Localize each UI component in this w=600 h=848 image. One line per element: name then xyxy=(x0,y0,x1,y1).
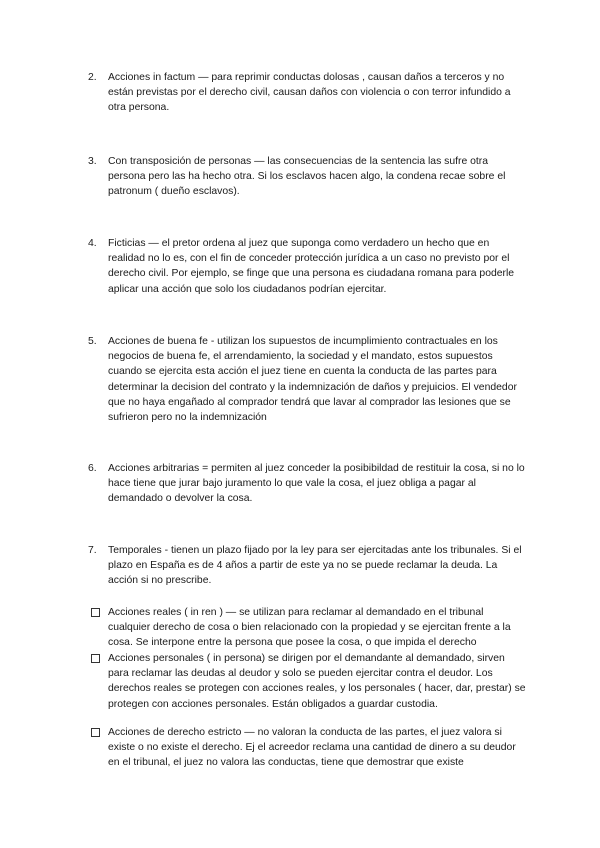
list-item xyxy=(88,543,528,589)
checklist-item xyxy=(91,651,528,712)
checklist-item xyxy=(91,605,528,651)
checklist-text: Acciones personales ( in persona) se dirigen por el demandante al demandado, sirven para reclamar las deudas al deudor y solo se pueden ejercitar contra el deudor. Los derechos reales se protegen con acciones reales, y los personales ( hacer, dar, prestar) se protegen con acciones personales. Están obligados a guardar custodia. xyxy=(108,653,526,710)
checkbox[interactable] xyxy=(91,728,100,737)
item-number: 3. xyxy=(88,156,97,167)
item-number: 5. xyxy=(88,336,97,347)
item-text: Acciones arbitrarias = permiten al juez conceder la posibibildad de restituir la cosa, si no lo hace tiene que jurar bajo juramento lo que vale la cosa, el juez obliga a pagar al demandado o devolver la cosa. xyxy=(108,463,525,505)
checkbox[interactable] xyxy=(91,608,100,617)
list-item xyxy=(88,154,528,200)
item-text: Temporales - tienen un plazo fijado por la ley para ser ejercitadas ante los tribunales. Si el plazo en España es de 4 años a partir de este ya no se puede reclamar la deuda. La acción si no prescribe. xyxy=(108,545,522,587)
list-item xyxy=(88,461,528,507)
item-text: Acciones in factum — para reprimir conductas dolosas , causan daños a terceros y no están previstas por el derecho civil, causan daños con violencia o con terror infundido a otra persona. xyxy=(108,72,511,114)
checklist-text: Acciones de derecho estricto — no valoran la conducta de las partes, el juez valora si existe o no existe el derecho. Ej el acreedor reclama una cantidad de dinero a su deudor en el tribunal, el juez no valora las conductas, tiene que demostrar que existe xyxy=(108,727,516,769)
item-text: Acciones de buena fe - utilizan los supuestos de incumplimiento contractuales en los negocios de buena fe, el arrendamiento, la sociedad y el mandato, estos supuestos cuando se ejercita esta acción el juez tiene en cuenta la conducta de las partes para determinar la decision del contrato y la indemnización de daños y prejuicios. El vendedor que no haya engañado al comprador tendrá que lavar al comprador las lesiones que se sufrieron pero no la indemnización xyxy=(108,336,517,424)
list-item xyxy=(88,70,528,116)
checklist-text: Acciones reales ( in ren ) — se utilizan para reclamar al demandado en el tribunal cualquier derecho de cosa o bien relacionado con la propiedad y se ejercitan frente a la cosa. Se interpone entre la persona que posee la cosa, o que impida el derecho xyxy=(108,607,511,649)
item-text: Ficticias — el pretor ordena al juez que suponga como verdadero un hecho que en realidad no lo es, con el fin de conceder protección jurídica a un caso no previsto por el derecho civil. Por ejemplo, se finge que una persona es ciudadana romana para poderle aplicar una acción que solo los ciudadanos podrían ejercitar. xyxy=(108,238,515,295)
item-number: 6. xyxy=(88,463,97,474)
list-item xyxy=(88,236,528,297)
list-item xyxy=(88,334,528,425)
item-text: Con transposición de personas — las consecuencias de la sentencia las sufre otra persona pero las ha hecho otra. Si los esclavos hacen algo, la condena recae sobre el patronum ( dueño esclavos). xyxy=(108,156,506,198)
item-number: 7. xyxy=(88,545,97,556)
checkbox[interactable] xyxy=(91,654,100,663)
item-number: 2. xyxy=(88,72,97,83)
item-number: 4. xyxy=(88,238,97,249)
checklist-item xyxy=(91,725,528,771)
